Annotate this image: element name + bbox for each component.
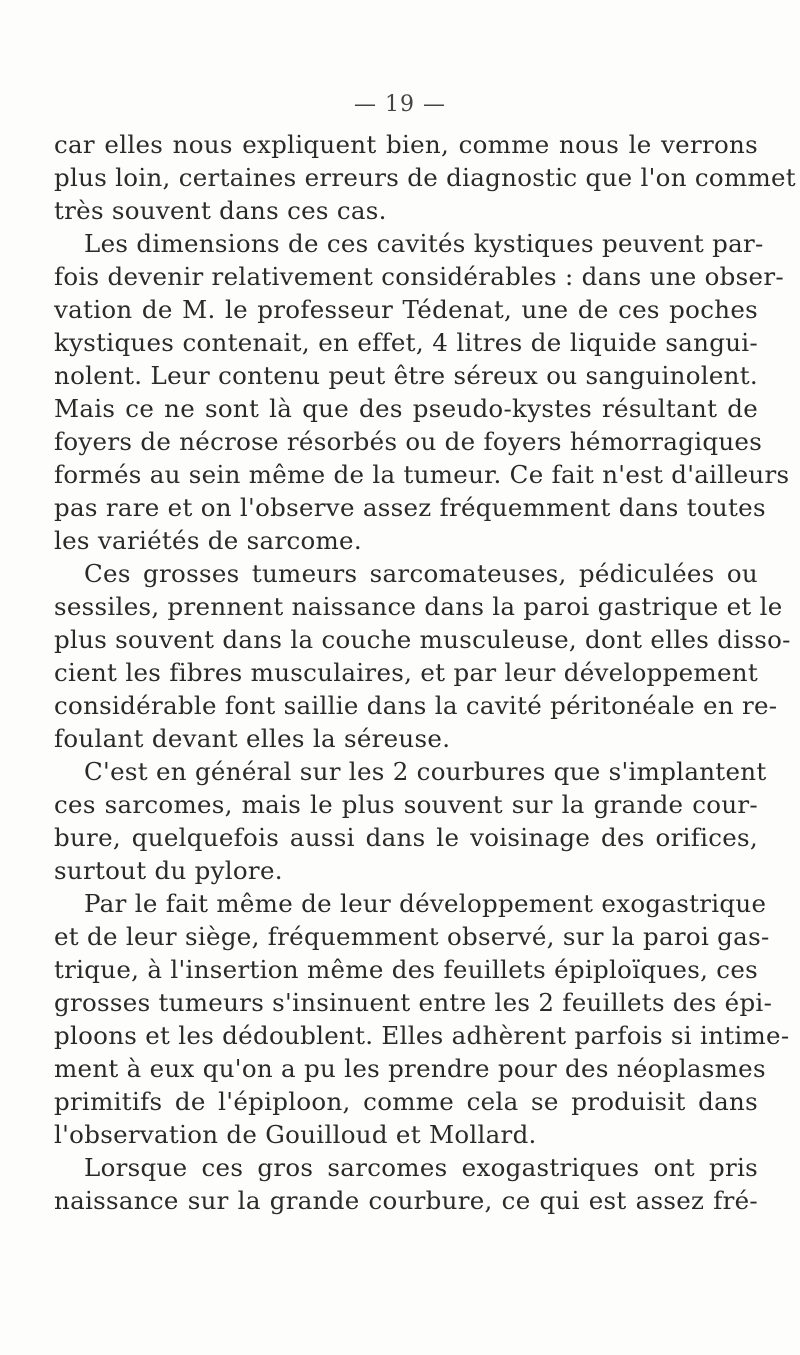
text-line: Par le fait même de leur développement exogastrique	[84, 889, 767, 918]
text-line: kystiques contenait, en effet, 4 litres de liquide sangui-	[54, 328, 758, 357]
text-line: plus loin, certaines erreurs de diagnostic que l'on commet	[54, 163, 796, 192]
text-line: trique, à l'insertion même des feuillets épiploïques, ces	[54, 955, 758, 984]
text-line: les variétés de sarcome.	[54, 526, 362, 555]
text-line: nolent. Leur contenu peut être séreux ou sanguinolent.	[54, 361, 758, 390]
body-text	[54, 128, 796, 1217]
paragraph	[54, 128, 796, 227]
paragraph	[54, 887, 790, 1151]
text-line: bure, quelquefois aussi dans le voisinage des orifices,	[54, 823, 758, 852]
text-line: ces sarcomes, mais le plus souvent sur la grande cour-	[54, 790, 758, 819]
text-line: fois devenir relativement considérables : dans une obser-	[54, 262, 784, 291]
paragraph	[54, 755, 767, 887]
paragraph	[54, 557, 791, 755]
text-line: cient les fibres musculaires, et par leur développement	[54, 658, 758, 687]
text-line: formés au sein même de la tumeur. Ce fait n'est d'ailleurs	[54, 460, 790, 489]
text-line: l'observation de Gouilloud et Mollard.	[54, 1120, 537, 1149]
page-number: — 19 —	[354, 92, 446, 117]
text-line: sessiles, prennent naissance dans la paroi gastrique et le	[54, 592, 783, 621]
text-line: naissance sur la grande courbure, ce qui est assez fré-	[54, 1186, 758, 1215]
text-line: ploons et les dédoublent. Elles adhèrent parfois si intime-	[54, 1021, 790, 1050]
text-line: Lorsque ces gros sarcomes exogastriques ont pris	[84, 1153, 758, 1182]
text-line: primitifs de l'épiploon, comme cela se produisit dans	[54, 1087, 758, 1116]
text-line: foulant devant elles la séreuse.	[54, 724, 451, 753]
text-line: surtout du pylore.	[54, 856, 283, 885]
text-line: Ces grosses tumeurs sarcomateuses, pédiculées ou	[84, 559, 758, 588]
text-line: foyers de nécrose résorbés ou de foyers hémorragiques	[54, 427, 763, 456]
text-line: plus souvent dans la couche musculeuse, dont elles disso-	[54, 625, 791, 654]
text-line: vation de M. le professeur Tédenat, une de ces poches	[54, 295, 758, 324]
text-line: car elles nous expliquent bien, comme nous le verrons	[54, 130, 758, 159]
text-line: ment à eux qu'on a pu les prendre pour des néoplasmes	[54, 1054, 766, 1083]
text-line: et de leur siège, fréquemment observé, sur la paroi gas-	[54, 922, 770, 951]
text-line: pas rare et on l'observe assez fréquemment dans toutes	[54, 493, 766, 522]
text-line: grosses tumeurs s'insinuent entre les 2 feuillets des épi-	[54, 988, 773, 1017]
paragraph	[54, 227, 790, 557]
text-line: très souvent dans ces cas.	[54, 196, 387, 225]
text-line: C'est en général sur les 2 courbures que s'implantent	[84, 757, 767, 786]
text-line: Mais ce ne sont là que des pseudo-kystes résultant de	[54, 394, 758, 423]
text-line: considérable font saillie dans la cavité péritonéale en re-	[54, 691, 778, 720]
text-line: Les dimensions de ces cavités kystiques peuvent par-	[84, 229, 764, 258]
paragraph	[54, 1151, 758, 1217]
